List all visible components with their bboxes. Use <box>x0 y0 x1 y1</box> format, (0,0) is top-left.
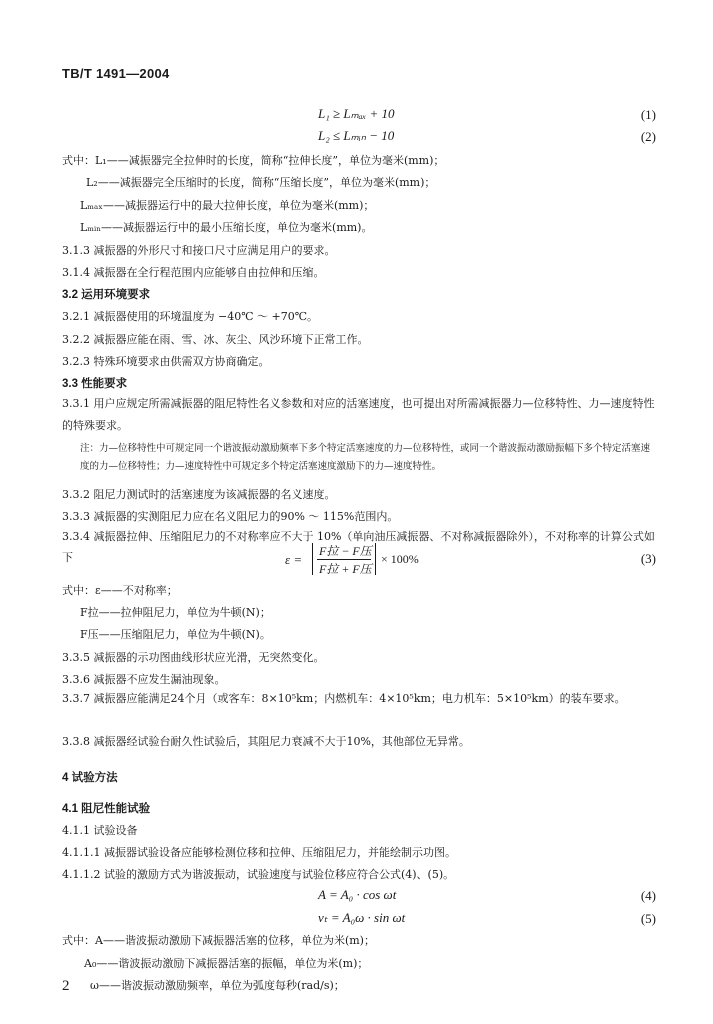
section-3-2-heading: 3.2 运用环境要求 <box>62 289 151 301</box>
clause-3-3-8: 3.3.8 减振器经试验台耐久性试验后，其阻尼力衰减不大于10%，其他部位无异常。 <box>62 735 470 748</box>
clause-3-3-1: 3.3.1 用户应规定所需减振器的阻尼特性名义参数和对应的活塞速度，也可提出对所需减振器力—位移特性、力—速度特性的特殊要求。 <box>62 397 655 432</box>
clause-4-1-1-2: 4.1.1.2 试验的激励方式为谐波振动，试验速度与试验位移应符合公式(4)、(5)。 <box>62 868 455 881</box>
clause-4-1-1-1: 4.1.1.1 减振器试验设备应能够检测位移和拉伸、压缩阻尼力，并能绘制示功图。 <box>62 846 456 859</box>
clause-3-1-4: 3.1.4 减振器在全行程范围内应能够自由拉伸和压缩。 <box>62 266 325 279</box>
section-3-3-heading: 3.3 性能要求 <box>62 378 128 390</box>
equation-3 <box>285 542 645 576</box>
equation-3-numerator: F拉 − F压 <box>319 544 372 558</box>
equation-3-denominator: F拉 + F压 <box>319 562 372 576</box>
clause-3-3-3: 3.3.3 减振器的实测阻尼力应在名义阻尼力的90% ～ 115%范围内。 <box>62 510 399 523</box>
equation-3-percent: × 100% <box>381 552 419 566</box>
equation-3-number: (3) <box>640 551 656 566</box>
definition-l2: L₂——减振器完全压缩时的长度，简称“压缩长度”，单位为毫米(mm)； <box>86 176 436 189</box>
abs-bar-right <box>375 543 376 575</box>
equation-4: A = A₀ · cos ωt <box>318 887 397 902</box>
clause-3-3-7: 3.3.7 减振器应能满足24个月（或客车：8×10⁵km；内燃机车：4×10⁵km；电力机车：5×10⁵km）的装车要求。 <box>62 692 626 705</box>
clause-3-2-3: 3.2.3 特殊环境要求由供需双方协商确定。 <box>62 355 270 368</box>
equation-5-number: (5) <box>640 911 656 926</box>
section-4-1-heading: 4.1 阻尼性能试验 <box>62 803 151 815</box>
clause-3-3-2: 3.3.2 阻尼力测试时的活塞速度为该减振器的名义速度。 <box>62 488 336 501</box>
clause-3-2-2: 3.2.2 减振器应能在雨、雪、冰、灰尘、风沙环境下正常工作。 <box>62 333 369 346</box>
clause-3-3-5: 3.3.5 减振器的示功图曲线形状应光滑，无突然变化。 <box>62 651 325 664</box>
definition-a: 式中：A——谐波振动激励下减振器活塞的位移，单位为米(m)； <box>62 934 375 947</box>
definition-a0: A₀——谐波振动激励下减振器活塞的振幅，单位为米(m)； <box>84 957 369 970</box>
definition-f-tension: F拉——拉伸阻尼力，单位为牛顿(N)； <box>80 606 271 619</box>
equation-2: L₂ ≤ Lₘᵢₙ − 10 <box>318 128 395 143</box>
equation-5: vₜ = A₀ω · sin ωt <box>318 910 406 925</box>
document-header: TB/T 1491—2004 <box>62 66 170 81</box>
equation-4-number: (4) <box>640 888 656 903</box>
clause-3-3-6: 3.3.6 减振器不应发生漏油现象。 <box>62 673 226 686</box>
equation-1: L₁ ≥ Lₘₐₓ + 10 <box>318 106 395 121</box>
definition-omega: ω——谐波振动激励频率，单位为弧度每秒(rad/s)； <box>90 979 345 992</box>
definition-f-compression: F压——压缩阻尼力，单位为牛顿(N)。 <box>80 628 271 641</box>
note-3-3-1: 注：力—位移特性中可规定同一个谐波振动激励频率下多个特定活塞速度的力—位移特性，或同一个谐波振动激励振幅下多个特定活塞速度的力—位移特性；力—速度特性中可规定多个特定活塞速度激励下的力—速度特性。 <box>80 443 651 472</box>
equation-3-epsilon: ε = <box>285 552 303 567</box>
equation-2-number: (2) <box>640 129 656 144</box>
definition-lmax: Lₘₐₓ——减振器运行中的最大拉伸长度，单位为毫米(mm)； <box>80 199 375 212</box>
page-number: 2 <box>62 978 70 994</box>
clause-3-2-1: 3.2.1 减振器使用的环境温度为 −40℃ ～ +70℃。 <box>62 310 319 323</box>
clause-3-1-3: 3.1.3 减振器的外形尺寸和接口尺寸应满足用户的要求。 <box>62 244 336 257</box>
definition-l1: 式中：L₁——减振器完全拉伸时的长度，简称“拉伸长度”，单位为毫米(mm)； <box>62 154 445 167</box>
equation-1-number: (1) <box>640 107 656 122</box>
section-4-heading: 4 试验方法 <box>62 772 118 784</box>
clause-3-3-4: 3.3.4 减振器拉伸、压缩阻尼力的不对称率应不大于 10%（单向油压减振器、不对称减振器除外），不对称率的计算公式如下 <box>62 530 655 564</box>
abs-bar-left <box>312 543 313 575</box>
definition-lmin: Lₘᵢₙ——减振器运行中的最小压缩长度，单位为毫米(mm)。 <box>80 221 373 234</box>
definition-epsilon: 式中：ε——不对称率； <box>62 584 178 597</box>
clause-4-1-1: 4.1.1 试验设备 <box>62 824 138 837</box>
